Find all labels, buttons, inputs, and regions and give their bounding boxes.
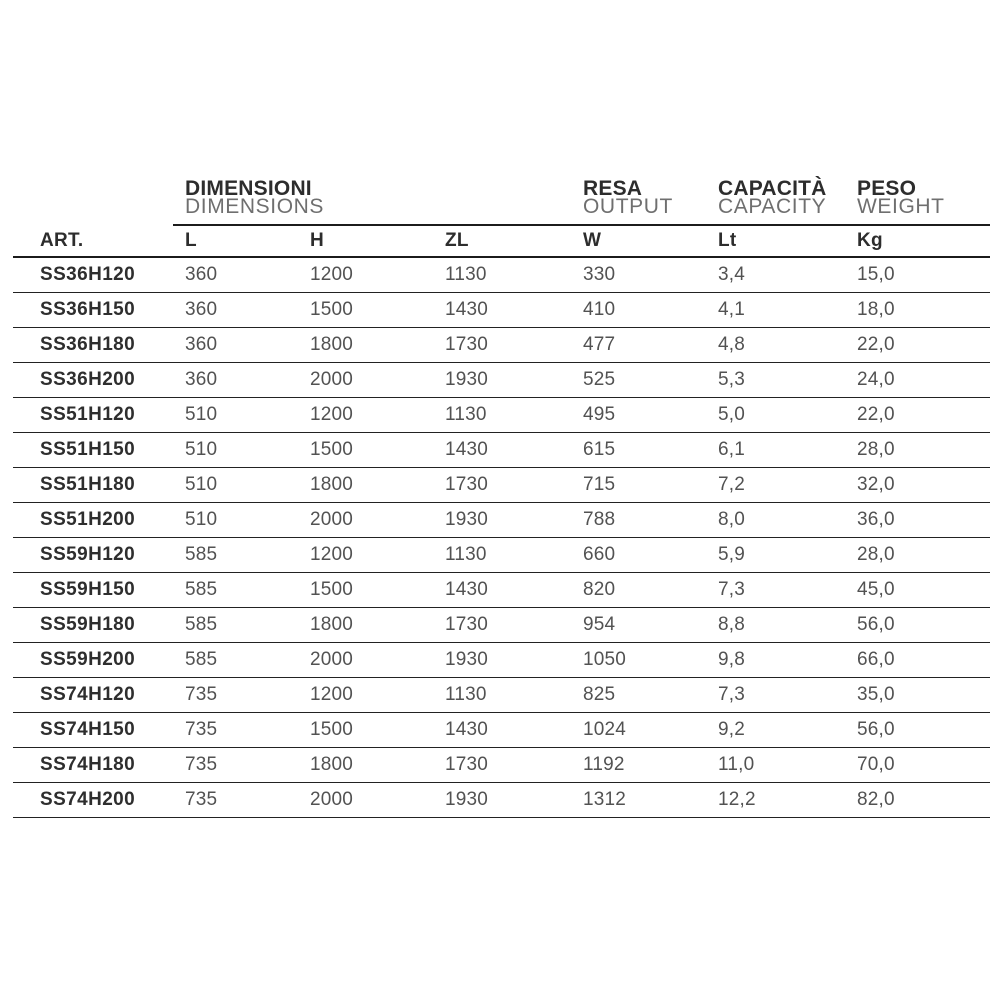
table-row [13, 643, 990, 678]
value-cell: 1200 [310, 684, 354, 705]
table-row [13, 328, 990, 363]
value-cell: 1800 [310, 474, 354, 495]
art-cell: SS74H200 [40, 789, 136, 810]
value-cell: 1730 [445, 334, 489, 355]
value-cell: 7,3 [718, 579, 746, 600]
spec-table [13, 168, 990, 818]
value-cell: 788 [583, 509, 616, 530]
value-cell: 8,8 [718, 614, 746, 635]
value-cell: 2000 [310, 789, 354, 810]
art-cell: SS51H200 [40, 509, 136, 530]
value-cell: 8,0 [718, 509, 746, 530]
value-cell: 735 [185, 789, 218, 810]
group-title-english: OUTPUT [583, 195, 673, 218]
value-cell: 82,0 [857, 789, 895, 810]
value-cell: 3,4 [718, 264, 746, 285]
table-row [13, 433, 990, 468]
value-cell: 1430 [445, 719, 489, 740]
art-cell: SS36H150 [40, 299, 136, 320]
value-cell: 1130 [445, 544, 487, 565]
group-title-italian: DIMENSIONI [185, 177, 312, 200]
table-row [13, 503, 990, 538]
value-cell: 1130 [445, 684, 487, 705]
value-cell: 360 [185, 299, 218, 320]
value-cell: 1930 [445, 369, 489, 390]
value-cell: 22,0 [857, 334, 895, 355]
value-cell: 1430 [445, 579, 489, 600]
art-cell: SS74H180 [40, 754, 136, 775]
group-title-italian: CAPACITÀ [718, 177, 827, 200]
value-cell: 510 [185, 404, 218, 425]
column-header-art: ART. [40, 230, 84, 251]
value-cell: 1500 [310, 439, 354, 460]
value-cell: 56,0 [857, 614, 895, 635]
art-cell: SS74H150 [40, 719, 136, 740]
column-header-h: H [310, 230, 325, 251]
value-cell: 615 [583, 439, 616, 460]
value-cell: 360 [185, 264, 218, 285]
value-cell: 330 [583, 264, 616, 285]
group-header-weight [857, 177, 990, 218]
art-cell: SS74H120 [40, 684, 136, 705]
value-cell: 735 [185, 684, 218, 705]
value-cell: 585 [185, 544, 218, 565]
value-cell: 22,0 [857, 404, 895, 425]
value-cell: 510 [185, 509, 218, 530]
value-cell: 585 [185, 614, 218, 635]
value-cell: 1730 [445, 754, 489, 775]
column-header-zl: ZL [445, 230, 469, 251]
value-cell: 28,0 [857, 544, 895, 565]
group-title-italian: RESA [583, 177, 643, 200]
value-cell: 1200 [310, 264, 354, 285]
group-header-output [583, 177, 718, 218]
value-cell: 4,1 [718, 299, 746, 320]
value-cell: 1500 [310, 299, 354, 320]
value-cell: 825 [583, 684, 616, 705]
value-cell: 9,2 [718, 719, 746, 740]
column-header-w: W [583, 230, 602, 251]
art-cell: SS36H200 [40, 369, 136, 390]
value-cell: 735 [185, 754, 218, 775]
value-cell: 9,8 [718, 649, 746, 670]
value-cell: 1430 [445, 439, 489, 460]
value-cell: 1500 [310, 719, 354, 740]
value-cell: 2000 [310, 649, 354, 670]
art-cell: SS51H120 [40, 404, 136, 425]
group-header-dimensions [185, 177, 583, 218]
value-cell: 954 [583, 614, 616, 635]
value-cell: 1200 [310, 404, 354, 425]
value-cell: 1930 [445, 789, 489, 810]
art-cell: SS51H150 [40, 439, 136, 460]
value-cell: 5,9 [718, 544, 746, 565]
table-row [13, 748, 990, 783]
value-cell: 66,0 [857, 649, 895, 670]
value-cell: 1200 [310, 544, 354, 565]
value-cell: 5,0 [718, 404, 746, 425]
table-row [13, 573, 990, 608]
value-cell: 1800 [310, 334, 354, 355]
table-row [13, 258, 990, 293]
value-cell: 1500 [310, 579, 354, 600]
value-cell: 18,0 [857, 299, 895, 320]
table-row [13, 468, 990, 503]
table-row [13, 293, 990, 328]
group-title-english: DIMENSIONS [185, 195, 325, 218]
value-cell: 1930 [445, 509, 489, 530]
value-cell: 660 [583, 544, 616, 565]
value-cell: 12,2 [718, 789, 756, 810]
value-cell: 1730 [445, 474, 489, 495]
value-cell: 820 [583, 579, 616, 600]
table-body [13, 258, 990, 818]
group-title-english: CAPACITY [718, 195, 827, 218]
group-title-english: WEIGHT [857, 195, 945, 218]
value-cell: 4,8 [718, 334, 746, 355]
value-cell: 510 [185, 439, 218, 460]
value-cell: 1130 [445, 404, 487, 425]
value-cell: 1130 [445, 264, 487, 285]
value-cell: 7,2 [718, 474, 746, 495]
value-cell: 360 [185, 334, 218, 355]
table-row [13, 783, 990, 818]
value-cell: 24,0 [857, 369, 895, 390]
value-cell: 1192 [583, 754, 625, 775]
value-cell: 28,0 [857, 439, 895, 460]
value-cell: 1800 [310, 614, 354, 635]
value-cell: 35,0 [857, 684, 895, 705]
value-cell: 2000 [310, 509, 354, 530]
art-cell: SS36H120 [40, 264, 136, 285]
column-header-kg: Kg [857, 230, 883, 251]
value-cell: 56,0 [857, 719, 895, 740]
value-cell: 510 [185, 474, 218, 495]
column-header-row [13, 226, 990, 258]
value-cell: 1430 [445, 299, 489, 320]
value-cell: 11,0 [718, 754, 755, 775]
group-header-capacity [718, 177, 857, 218]
group-title-italian: PESO [857, 177, 917, 200]
art-cell: SS59H200 [40, 649, 136, 670]
value-cell: 735 [185, 719, 218, 740]
value-cell: 1024 [583, 719, 627, 740]
value-cell: 1800 [310, 754, 354, 775]
value-cell: 585 [185, 579, 218, 600]
value-cell: 2000 [310, 369, 354, 390]
value-cell: 6,1 [718, 439, 746, 460]
value-cell: 36,0 [857, 509, 895, 530]
value-cell: 477 [583, 334, 616, 355]
value-cell: 495 [583, 404, 616, 425]
value-cell: 715 [583, 474, 616, 495]
value-cell: 5,3 [718, 369, 746, 390]
table-row [13, 678, 990, 713]
value-cell: 70,0 [857, 754, 895, 775]
table-row [13, 608, 990, 643]
value-cell: 360 [185, 369, 218, 390]
column-header-lt: Lt [718, 230, 737, 251]
value-cell: 32,0 [857, 474, 895, 495]
art-cell: SS51H180 [40, 474, 136, 495]
value-cell: 410 [583, 299, 616, 320]
art-cell: SS36H180 [40, 334, 136, 355]
value-cell: 1730 [445, 614, 489, 635]
table-row [13, 398, 990, 433]
value-cell: 1050 [583, 649, 627, 670]
table-row [13, 713, 990, 748]
value-cell: 1930 [445, 649, 489, 670]
value-cell: 7,3 [718, 684, 746, 705]
art-cell: SS59H150 [40, 579, 136, 600]
value-cell: 525 [583, 369, 616, 390]
value-cell: 45,0 [857, 579, 895, 600]
art-cell: SS59H120 [40, 544, 136, 565]
group-header-row [13, 168, 990, 216]
art-cell: SS59H180 [40, 614, 136, 635]
value-cell: 585 [185, 649, 218, 670]
value-cell: 1312 [583, 789, 627, 810]
table-row [13, 363, 990, 398]
table-row [13, 538, 990, 573]
value-cell: 15,0 [857, 264, 895, 285]
column-header-l: L [185, 230, 197, 251]
